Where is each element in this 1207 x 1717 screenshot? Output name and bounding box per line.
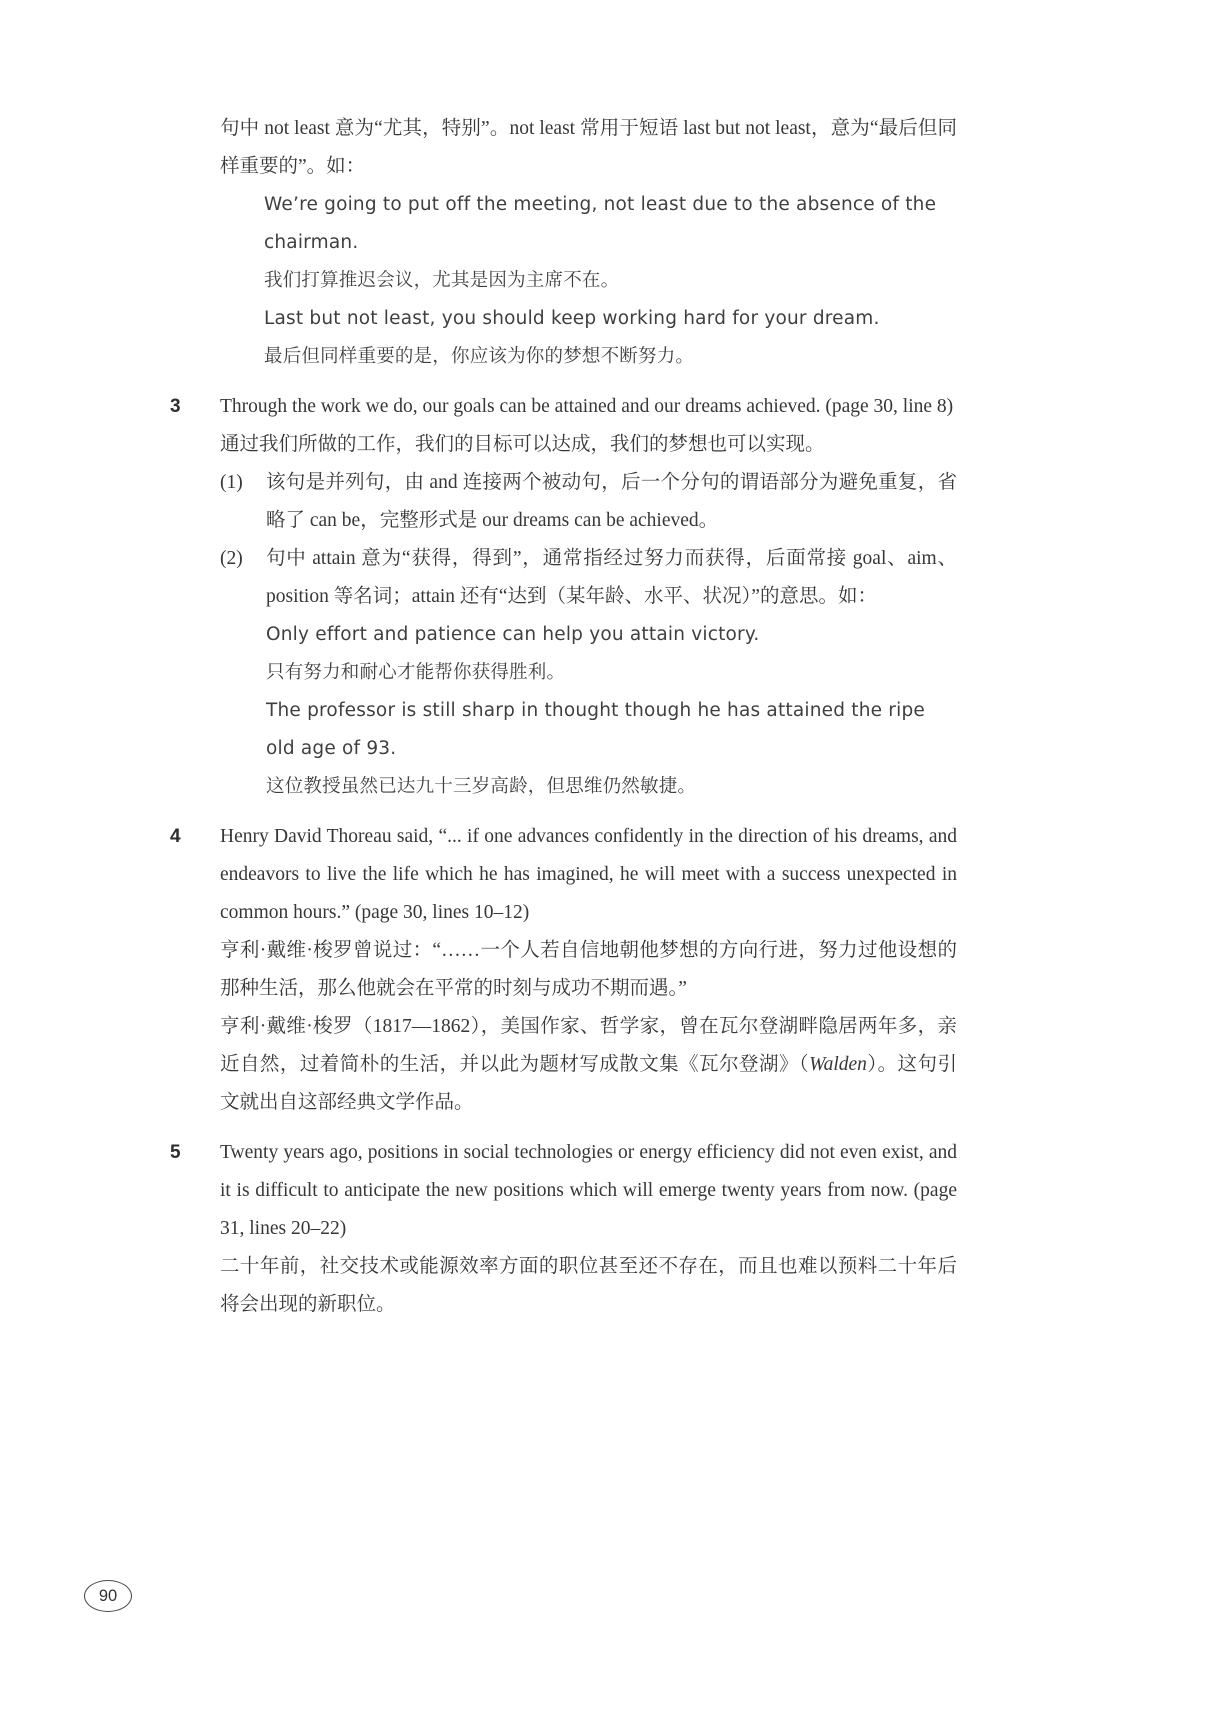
item-sentence: Through the work we do, our goals can be attained and our dreams achieved. (page 30, line 8) [220, 396, 954, 417]
subitem-example-block [266, 616, 957, 806]
item-sentence: Twenty years ago, positions in social technologies or energy efficiency did not even exist, and it is difficult to anticipate the new positions which will emerge twenty years from now. (page 31, lines 20–22) [220, 1142, 957, 1239]
example-sentence-english: We’re going to put off the meeting, not least due to the absence of the chairman. [264, 194, 937, 253]
numbered-item-4 [170, 818, 957, 1122]
item-body [220, 1134, 957, 1324]
example-sentence-english: Only effort and patience can help you attain victory. [266, 624, 760, 645]
subitem-marker: (2) [220, 548, 243, 569]
numbered-item-5 [170, 1134, 957, 1324]
item-number: 5 [170, 1142, 181, 1163]
page-number-text: 90 [98, 1586, 118, 1605]
item-body [220, 818, 957, 1122]
subitem-text: 句中 attain 意为“获得，得到”，通常指经过努力而获得，后面常接 goal、aim、position 等名词；attain 还有“达到（某年龄、水平、状况）”的意思。如： [266, 548, 957, 607]
example-sentence-chinese: 我们打算推迟会议，尤其是因为主席不在。 [264, 270, 620, 291]
item-sentence: Henry David Thoreau said, “... if one advances confidently in the direction of his dreams, and endeavors to live the life which he has imagined, he will meet with a success unexpected in common hours.” (page 30, lines 10–12) [220, 826, 957, 923]
item-number: 4 [170, 826, 181, 847]
lead-paragraph: 句中 not least 意为“尤其，特别”。not least 常用于短语 last but not least，意为“最后但同样重要的”。如： [220, 118, 957, 177]
subitem-body [266, 464, 957, 540]
page-content [170, 110, 957, 1324]
example-sentence-chinese: 只有努力和耐心才能帮你获得胜利。 [266, 662, 566, 683]
lead-example-block [264, 186, 957, 376]
book-title-walden: Walden [809, 1054, 867, 1075]
note-text-part1: 亨利·戴维·梭罗（1817—1862），美国作家、哲学家，曾在瓦尔登湖畔隐居两年多，亲近自然，过着简朴的生活，并以此为题材写成散文集《瓦尔登湖》（ [220, 1016, 957, 1075]
subitem-marker: (1) [220, 472, 243, 493]
item-translation: 亨利·戴维·梭罗曾说过：“……一个人若自信地朝他梦想的方向行进，努力过他设想的那种生活，那么他就会在平常的时刻与成功不期而遇。” [220, 940, 957, 999]
item-note [220, 1008, 957, 1122]
example-sentence-chinese: 最后但同样重要的是，你应该为你的梦想不断努力。 [264, 346, 695, 367]
subitem-2 [220, 540, 957, 806]
item-translation: 通过我们所做的工作，我们的目标可以达成，我们的梦想也可以实现。 [220, 434, 825, 455]
example-sentence-english: Last but not least, you should keep working hard for your dream. [264, 308, 880, 329]
numbered-item-3 [170, 388, 957, 806]
item-number: 3 [170, 396, 181, 417]
subitem-body [266, 540, 957, 806]
page-number-badge [84, 1580, 132, 1612]
subitem-text: 该句是并列句，由 and 连接两个被动句，后一个分句的谓语部分为避免重复，省略了 can be，完整形式是 our dreams can be achieved。 [266, 472, 957, 531]
item-translation: 二十年前，社交技术或能源效率方面的职位甚至还不存在，而且也难以预料二十年后将会出现的新职位。 [220, 1256, 957, 1315]
note-text-part2: ）。这句引文就出自这部经典文学作品。 [220, 1054, 957, 1113]
example-sentence-chinese: 这位教授虽然已达九十三岁高龄，但思维仍然敏捷。 [266, 776, 697, 797]
subitem-1 [220, 464, 957, 540]
item-body [220, 388, 957, 806]
example-sentence-english: The professor is still sharp in thought though he has attained the ripe old age of 93. [266, 700, 925, 759]
